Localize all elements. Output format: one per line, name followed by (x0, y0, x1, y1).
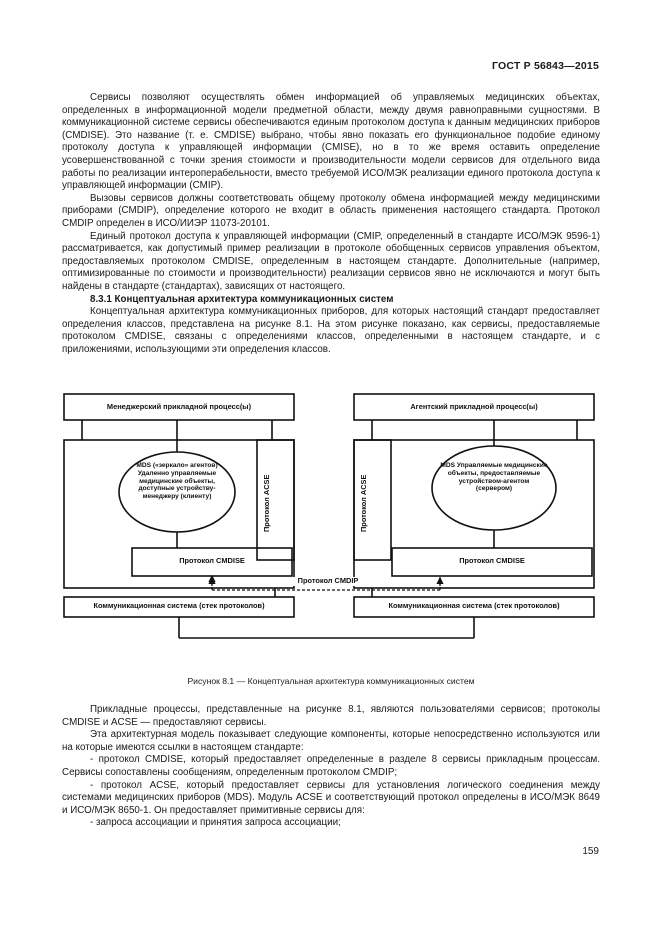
section-heading: 8.3.1 Концептуальная архитектура коммуникационных систем (90, 293, 394, 305)
cmdip-label: Протокол CMDIP (288, 577, 368, 586)
paragraph: Прикладные процессы, представленные на рисунке 8.1, являются пользователями сервисов; протоколы CMDISE и ACSE — предоставляют сервисы. (62, 704, 600, 728)
paragraph: Единый протокол доступа к управляющей информации (CMIP, определенный в стандарте ИСО/МЭК 9596-1) рассматривается, как допустимый пример реализации в протоколе обобщенных сервисов управления объектом, предоставляемых протоколом CMDISE, определенным в настоящем стандарте. Дополнительные (например, оптимизированные по стоимости и производительности) реализации сервисов явно не исключаются и могут быть найдены в стандарте (стандартах), зависящих от настоящего. (62, 230, 600, 292)
left-mds-label: MDS («зеркало» агентов) Удаленно управляемые медицинские объекты, доступные устройству-менеджеру (клиенту) (136, 462, 218, 501)
right-cmdise-label: Протокол CMDISE (459, 556, 525, 565)
page-number: 159 (582, 846, 599, 857)
figure-caption: Рисунок 8.1 — Концептуальная архитектура коммуникационных систем (187, 676, 475, 686)
left-app-label: Менеджерский прикладной процесс(ы) (106, 402, 252, 411)
left-acse-label: Протокол ACSE (262, 474, 271, 532)
right-acse-label: Протокол ACSE (359, 474, 368, 532)
right-comm-label: Коммуникационная система (стек протоколов) (388, 601, 560, 610)
document-header: ГОСТ Р 56843—2015 (491, 60, 599, 72)
right-app-label: Агентский прикладной процесс(ы) (410, 402, 538, 411)
left-cmdise-label: Протокол CMDISE (179, 556, 245, 565)
paragraph: Вызовы сервисов должны соответствовать общему протоколу обмена информацией между медицинскими приборами (CMDIP), определение которого не входит в область применения настоящего стандарта. Протокол CMDIP определен в ИСО/ИИЭР 11073-20101. (62, 192, 600, 229)
paragraph: Сервисы позволяют осуществлять обмен информацией об управляемых медицинских объектах, определенных в информационной модели предметной области, между двумя равноправными сущностями. В коммуникационной системе сервисы обеспечиваются единым протоколом доступа к данным медицинских приборов (CMDISE). Это название (т. е. CMDISE) выбрано, чтобы явно показать его функциональное подобие единому протоколу доступа к управляющей информации (CMISE), но в то же время оставить определение усовершенствованной с точки зрения стоимости и производительности модели сервисов для отдельного вида работы по реализации интероперабельности, вместо требуемой ИСО/МЭК реализации единого протокола доступа к управляющей информации (CMIP). (62, 92, 600, 192)
body-text-bottom (62, 704, 600, 830)
paragraph: Концептуальная архитектура коммуникационных приборов, для которых настоящий стандарт предоставляет определения классов, представлена на рисунке 8.1. На этом рисунке показано, как сервисы, предоставляемые протоколом CMDISE, связаны с определениями классов, определенными в настоящем стандарте, и с приложениями, использующими эти определения классов. (62, 306, 600, 355)
paragraph: Эта архитектурная модель показывает следующие компоненты, которые непосредственно используются или на которые имеются ссылки в настоящем стандарте: (62, 729, 600, 753)
architecture-diagram (62, 390, 602, 680)
architecture-figure (62, 390, 602, 680)
left-comm-label: Коммуникационная система (стек протоколов) (93, 601, 265, 610)
right-mds-label: MDS Управляемые медицинские объекты, предоставляемые устройством-агентом (сервером) (440, 462, 548, 493)
body-text-top (62, 92, 600, 356)
list-item: - протокол ACSE, который предоставляет сервисы для установления логического соединения между системами медицинских приборов (MDS). Модуль ACSE и соответствующий протокол определены в ИСО/МЭК 8649 и ИСО/МЭК 8650-1. Он предоставляет примитивные сервисы для: (62, 779, 600, 816)
list-item: - протокол CMDISE, который предоставляет определенные в разделе 8 сервисы прикладным процессам. Сервисы сопоставлены сообщениям, определенным протоколом CMDIP; (62, 754, 600, 778)
list-item: - запроса ассоциации и принятия запроса ассоциации; (90, 817, 341, 829)
